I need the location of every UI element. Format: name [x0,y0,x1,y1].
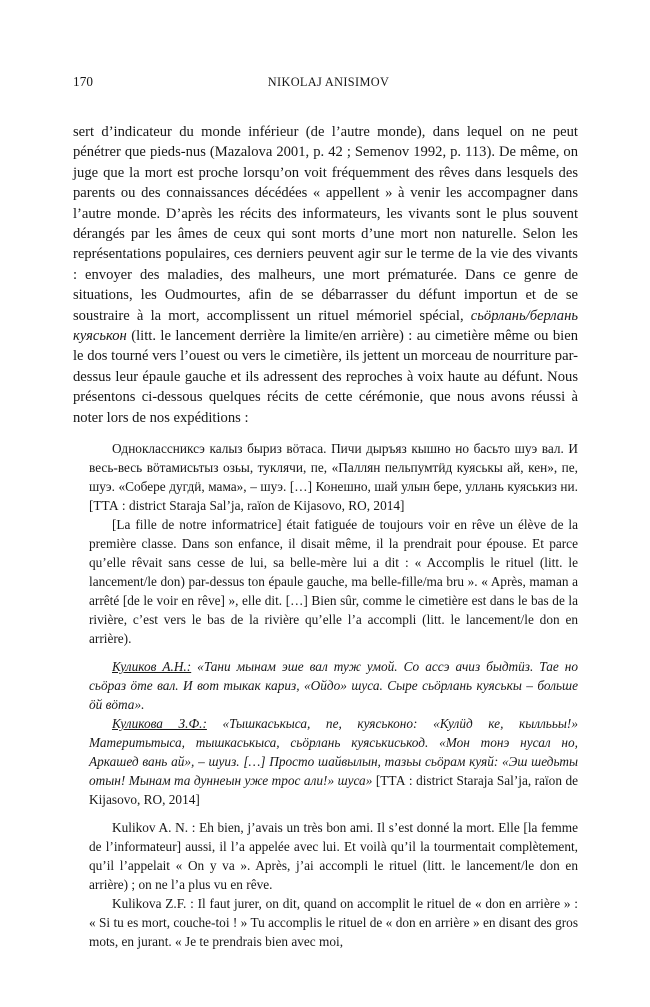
quote-speaker-1 [89,657,578,714]
page-number: 170 [73,74,94,89]
quote-udmurt-2: «Тани мынам эше вал туж умой. Со ассэ ачиз быдтӥз. Тае но сьӧраз ӧте вал. И вот тыкак кариз, «Ойдо» шуса. Сыре сьӧрлань куяськы – больше ӧй вӧта». [89,659,579,713]
main-paragraph-part-1: sert d’indicateur du monde inférieur (de l’autre monde), dans lequel on ne peut pénétrer que pieds-nus (Mazalova 2001, p. 42 ; Semenov 1992, p. 113). De même, on juge que la mort est proche lorsqu’on voit fréquemment des rêves dans lesquels des parents ou des connaissances décédées « appellent » à venir les accompagner dans l’autre monde. D’après les récits des informateurs, les vivants sont le plus souvent dérangés par les âmes de ceux qui sont morts d’une mort non naturelle. Selon les représentations populaires, ces derniers peuvent agir sur le terme de la vie des vivants : envoyer des maladies, des malheurs, une mort prématurée. Dans ce genre de situations, les Oudmourtes, afin de se débarrasser du défunt importun et de se soustraire à la mort, accomplissent un rituel mémoriel spécial, [73,124,578,324]
running-head-title: NIKOLAJ ANISIMOV [267,75,390,89]
body-text [73,122,578,951]
quote-block [73,439,578,951]
quote-french-2: Kulikov A. N. : Eh bien, j’avais un très bon ami. Il s’est donné la mort. Elle [la femme de l’informateur] aussi, il l’a appelée avec lui. Et voilà qu’il la tourmentait complètement, qu’il l’appelait « On y va ». Après, j’ai accompli le rituel (litt. le lancement/le don en arrière) ; on ne l’a plus vu en rêve. [89,820,578,893]
quote-speaker-2 [89,714,578,809]
page-content [73,74,578,951]
quote-udmurt-3-source: [ТТА : district Staraja Sal’ja, raïon de Kijasovo, RO, 2014] [89,773,578,808]
quote-udmurt-3: «Тышкаськыса, пе, куяськоно: «Кулӥд ке, кыллььы!» Материтьтыса, тышкаськыса, сьӧрлань куяськиськод. «Мон тонэ нусал но, Аркашед вань ай», – шуиз. […] Просто шайвылын, тазьы сьӧрам куяй: «Эш шедьты отын! Мынам та дуннеын уже трос али!» шуса» [89,716,578,789]
quote-udmurt-1: Одноклассниксэ калыз быриз вӧтаса. Пичи дыръяз кышно но басьто шуэ вал. И весь-весь вӧтамисьтыз озьы, туклячи, пе, «Паллян пельпумтӥд куяськы ай, кен», пе, шуэ. «Собере дугдӥ, мама», – шуэ. […] Конешно, шай улын бере, уллань куяськиз ни. [ТТА : district Staraja Sal’ja, raïon de Kijasovo, RO, 2014] [89,441,578,514]
main-paragraph [73,122,578,428]
running-head [73,74,578,100]
speaker-2-name: Куликова З.Ф.: [112,716,207,732]
main-paragraph-part-2: (litt. le lancement derrière la limite/en arrière) : au cimetière même ou bien le dos tourné vers l’ouest ou vers le cimetière, ils jettent un morceau de nourriture par-dessus leur épaule gauche et ils adressent des reproches à voix haute au défunt. Nous présentons ci-dessous quelques récits de cette cérémonie, que nous avons réussi à noter lors de nos expéditions : [73,328,578,426]
udmurt-ritual-term: сьӧрлань/берлань куяськон [73,307,578,345]
quote-french-3: Kulikova Z.F. : Il faut jurer, on dit, quand on accomplit le rituel de « don en arrière » : « Si tu es mort, couche-toi ! » Tu accomplis le rituel de « don en arrière » en disant des gros mots, en jurant. « Je te prendrais bien avec moi, [89,896,578,950]
quote-french-1: [La fille de notre informatrice] était fatiguée de toujours voir en rêve un élève de la première classe. Dans son enfance, il disait même, il la prendrait pour épouse. Et parce qu’elle rêvait sans cesse de lui, sa belle-mère lui a dit : « Accomplis le rituel (litt. le lancement/le don) par-dessus ton épaule gauche, ma belle-fille/ma bru ». « Après, maman a arrêté [de le voir en rêve] », elle dit. […] Bien sûr, comme le cimetière est dans le bas de la rivière, c’est vers le bas de la rivière qu’elle l’a accompli (litt. le lancement/le don en arrière). [89,517,578,647]
speaker-1-name: Куликов А.Н.: [112,659,192,675]
